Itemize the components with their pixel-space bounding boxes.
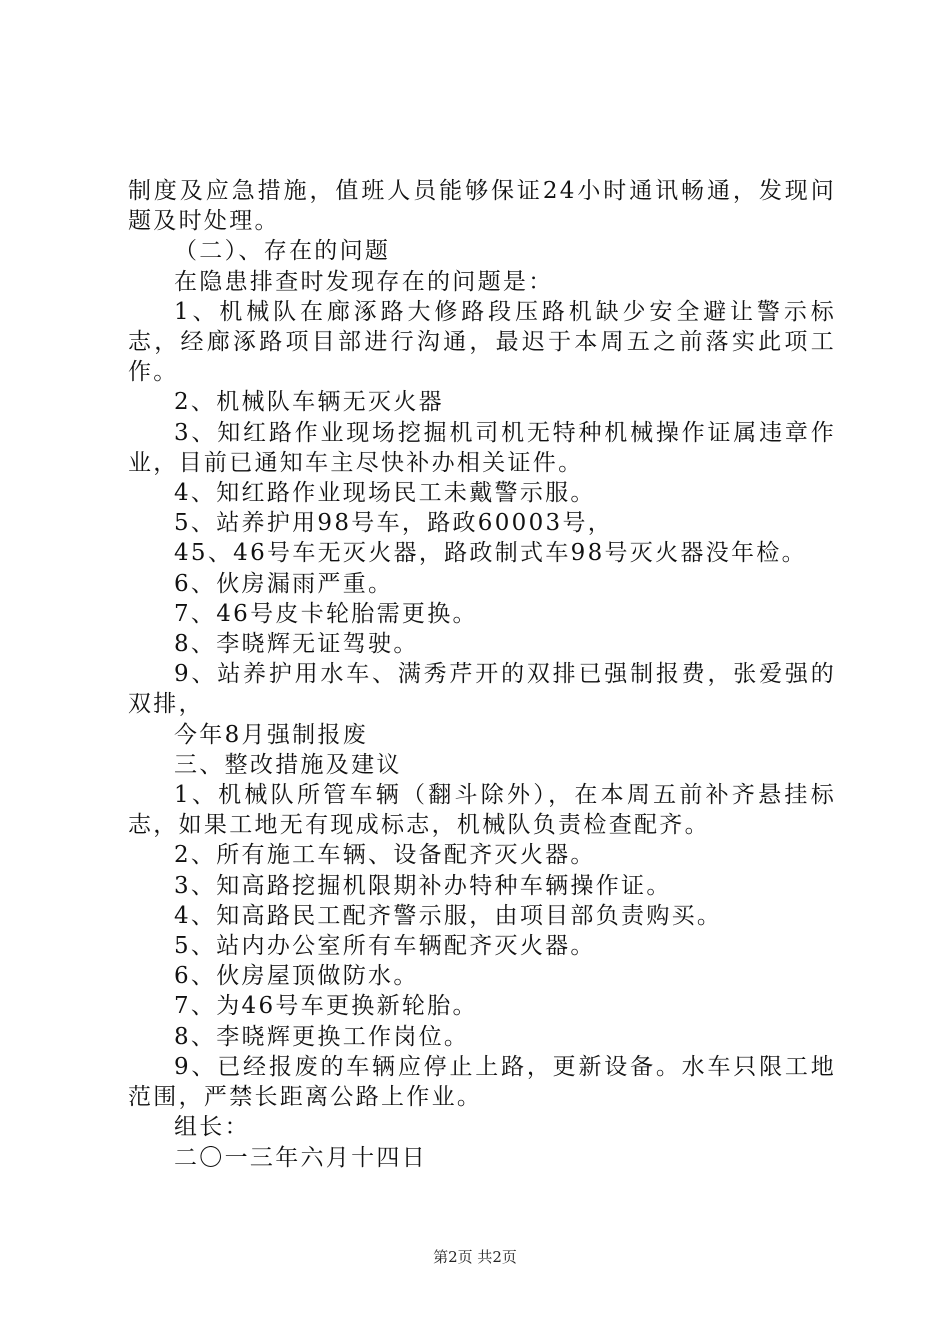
section-heading: 三、整改措施及建议 bbox=[174, 751, 402, 778]
list-item: 5、站内办公室所有车辆配齐灭火器。 bbox=[174, 933, 596, 960]
list-item: 45、46号车无灭火器，路政制式车98号灭火器没年检。 bbox=[174, 540, 807, 567]
list-item: 3、知高路挖掘机限期补办特种车辆操作证。 bbox=[174, 872, 672, 899]
list-item: 2、所有施工车辆、设备配齐灭火器。 bbox=[174, 842, 596, 869]
document-body bbox=[128, 176, 836, 1173]
list-item: 5、站养护用98号车，路政60003号， bbox=[174, 510, 614, 537]
paragraph: 制度及应急措施，值班人员能够保证24小时通讯畅通，发现问题及时处理。 bbox=[128, 178, 836, 235]
paragraph: 在隐患排查时发现存在的问题是： bbox=[174, 268, 554, 295]
list-item: 4、知红路作业现场民工未戴警示服。 bbox=[174, 480, 596, 507]
section-heading: （二）、存在的问题 bbox=[174, 238, 391, 265]
list-item: 9、站养护用水车、满秀芹开的双排已强制报费，张爱强的双排， bbox=[128, 661, 836, 718]
list-item: 1、机械队在廊涿路大修路段压路机缺少安全避让警示标志，经廊涿路项目部进行沟通，最迟于本周五之前落实此项工作。 bbox=[128, 298, 836, 386]
list-item: 6、伙房漏雨严重。 bbox=[174, 570, 394, 597]
page-footer bbox=[0, 1246, 950, 1267]
page-number: 第2页 共2页 bbox=[433, 1248, 517, 1266]
list-item: 7、46号皮卡轮胎需更换。 bbox=[174, 600, 478, 627]
list-item: 1、机械队所管车辆（翻斗除外），在本周五前补齐悬挂标志，如果工地无有现成标志，机械队负责检查配齐。 bbox=[128, 782, 836, 839]
list-item: 4、知高路民工配齐警示服，由项目部负责购买。 bbox=[174, 902, 723, 929]
list-item: 9、已经报废的车辆应停止上路，更新设备。水车只限工地范围，严禁长距离公路上作业。 bbox=[128, 1053, 836, 1111]
list-item: 3、知红路作业现场挖掘机司机无特种机械操作证属违章作业，目前已通知车主尽快补办相关证件。 bbox=[128, 419, 836, 476]
document-date: 二〇一三年六月十四日 bbox=[174, 1144, 427, 1171]
paragraph: 今年8月强制报废 bbox=[174, 721, 369, 748]
list-item: 8、李晓辉更换工作岗位。 bbox=[174, 1023, 470, 1050]
list-item: 8、李晓辉无证驾驶。 bbox=[174, 631, 419, 658]
list-item: 2、机械队车辆无灭火器 bbox=[174, 389, 444, 416]
signature-label: 组长： bbox=[174, 1114, 250, 1141]
list-item: 6、伙房屋顶做防水。 bbox=[174, 963, 419, 990]
list-item: 7、为46号车更换新轮胎。 bbox=[174, 993, 478, 1020]
